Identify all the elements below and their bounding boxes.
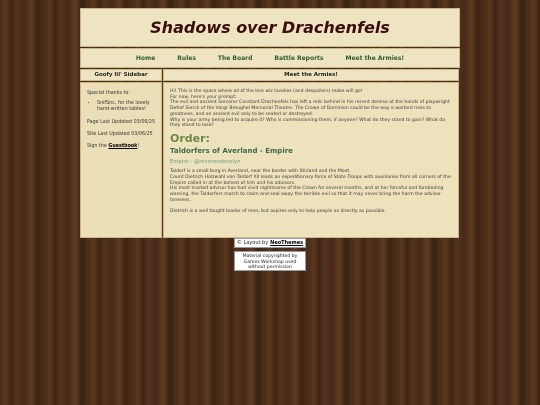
thanks-list — [87, 101, 156, 113]
page-updated: Page Last Updated 03/06/25 — [87, 119, 156, 125]
intro-3: The evil and ancient Sorcerer Constant Drachenfels has left a relic behind in his recent demise at the hands of playwright Detlef Sierck of the Vargr Breughel Memorial Theatre. The Crown of Dominion could be the way a warlord rises to greatness, and an ancient evil only to be seated or destroyed. — [170, 100, 450, 117]
order-heading: Order: — [170, 132, 210, 146]
layout-credit-text: © Layout by — [236, 240, 269, 246]
sidebar-heading: Goofy lil' Sidebar — [80, 69, 162, 81]
nav-the-board[interactable]: The Board — [217, 54, 253, 62]
lore-1: Taldorf is a small burg in Averland, near the border with Stirland and the Moot. — [170, 169, 351, 175]
intro-2: For now, here's your prompt: — [170, 94, 237, 100]
guestbook-prefix: Sign the — [87, 144, 109, 150]
guestbook-link[interactable]: Guestbook — [108, 144, 138, 150]
main-content — [163, 69, 459, 238]
nav-rules[interactable]: Rules — [177, 54, 196, 62]
content-columns — [80, 69, 460, 238]
lore-4: Dietrich is a well taught leader of men, but aspires only to help people as directly as possible. — [170, 208, 386, 214]
neothemes-link[interactable]: NeoThemes — [270, 240, 304, 246]
lore-2: Count Dietrich Holzwahl von Taldorf XII leads an expeditionary force of State Troops with auxiliaries from all corners of the Empire called in at the behest of him and his advisors. — [170, 174, 451, 186]
nav-battle-reports[interactable]: Battle Reports — [274, 54, 324, 62]
main-heading: Meet the Armies! — [163, 69, 459, 81]
sidebar — [80, 69, 162, 238]
site-updated: Site Last Updated 03/06/25 — [87, 131, 153, 137]
nav-meet-the-armies[interactable]: Meet the Armies! — [345, 54, 405, 62]
intro-4: Why is your army being led to acquire it? Who is commissioning them, if anyone? What do they stand to gain? What do they stand to lose? — [170, 117, 446, 129]
site-header — [80, 8, 460, 47]
author-heading: Empire - @reverendevelyn — [170, 158, 241, 165]
intro-1: Hi! This is the space where all of the lore wiz lovelies (and despoilers) make will go! — [170, 89, 363, 94]
copyright-notice: Material copyrighted by Games Workshop used without permission — [234, 251, 306, 271]
guestbook-line — [87, 144, 156, 150]
main-body — [163, 82, 459, 238]
guestbook-suffix: ! — [137, 144, 140, 150]
nav-bar — [80, 48, 460, 68]
faction-heading: Taldorfers of Averland - Empire — [170, 146, 293, 155]
nav-home[interactable]: Home — [135, 54, 156, 62]
lore-3: His most trusted advisor has had vivid nightmares of the Crown for several months, and at her forceful and foreboding warning, the Taldorfers march to claim and seal away the terrible evil so that it may never bring the harm the advisor foresees. — [170, 186, 444, 203]
thanks-item: • SnifSnc, for the lovely hand-written tables! — [97, 101, 156, 113]
layout-credit — [234, 238, 306, 248]
thanks-label: Special thanks to: — [87, 91, 130, 96]
site-title: Shadows over Drachenfels — [150, 18, 390, 37]
sidebar-body — [80, 82, 162, 238]
page-wrapper — [80, 8, 460, 238]
